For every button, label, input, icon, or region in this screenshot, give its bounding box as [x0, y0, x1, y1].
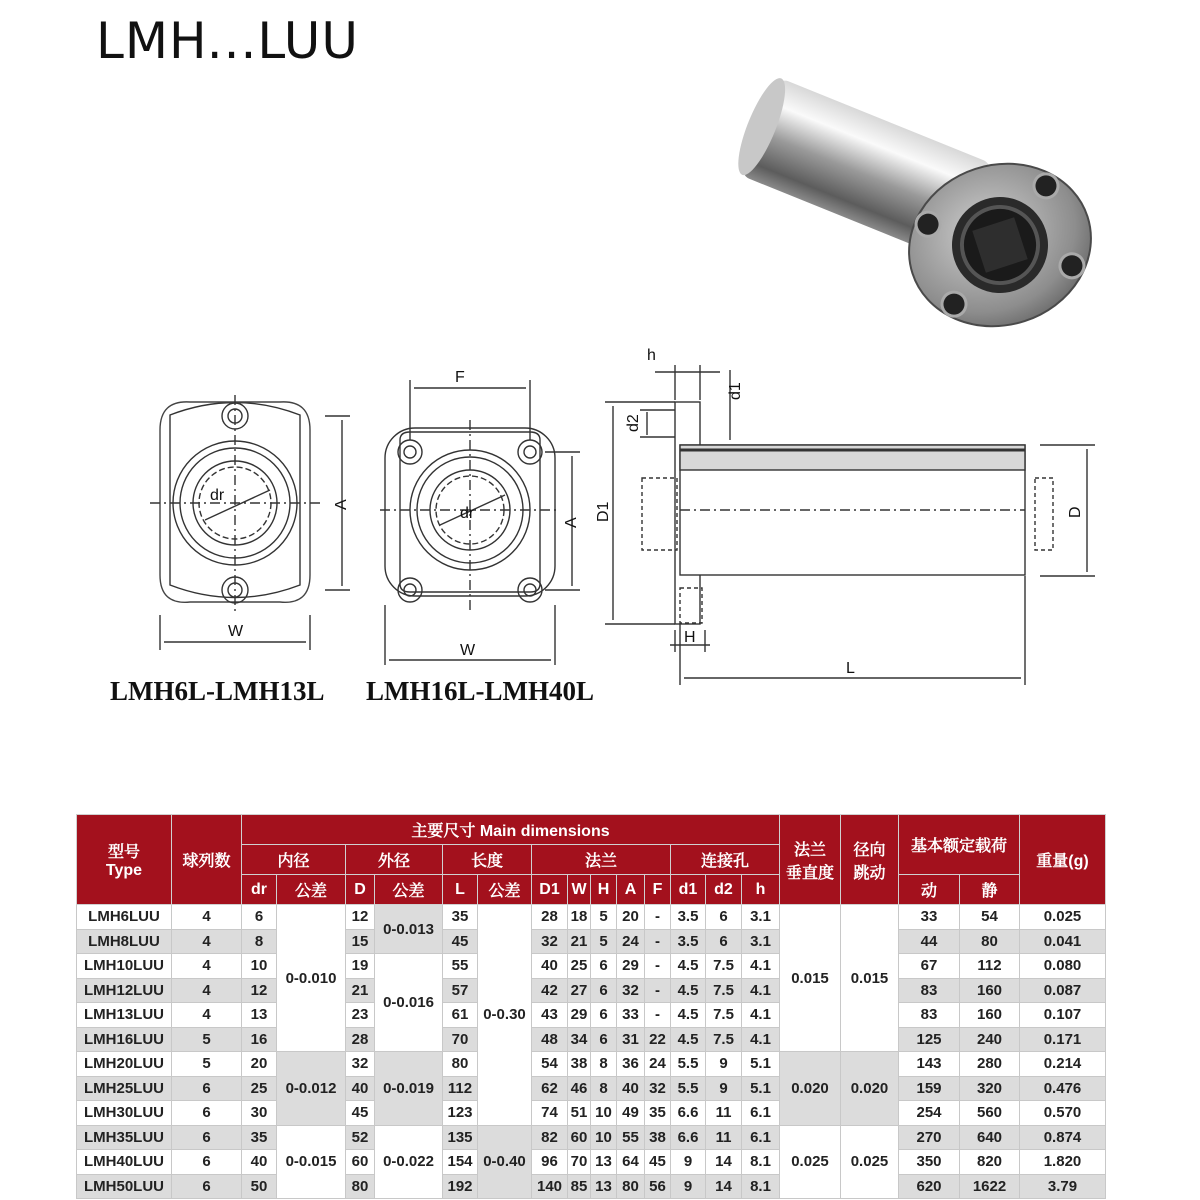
cell-D: 28	[346, 1027, 375, 1052]
cell-H: 5	[591, 929, 617, 954]
cell-D: 19	[346, 954, 375, 979]
label-D1: D1	[595, 501, 612, 522]
cell-A: 33	[617, 1003, 645, 1028]
table-row	[77, 978, 1106, 1003]
cell-W: 34	[568, 1027, 591, 1052]
cell-type: LMH25LUU	[77, 1076, 172, 1101]
table-row	[77, 1076, 1106, 1101]
cell-balls: 5	[172, 1052, 242, 1077]
cell-dr: 13	[242, 1003, 277, 1028]
table-row	[77, 929, 1106, 954]
cell-D: 12	[346, 905, 375, 930]
cell-balls: 4	[172, 954, 242, 979]
header-dr: dr	[242, 875, 277, 905]
cell-balls: 5	[172, 1027, 242, 1052]
cell-D: 32	[346, 1052, 375, 1077]
cell-D1: 62	[532, 1076, 568, 1101]
cell-d2: 11	[706, 1101, 742, 1126]
cell-d1: 6.6	[671, 1125, 706, 1150]
cell-d2: 6	[706, 929, 742, 954]
cell-d1: 9	[671, 1174, 706, 1199]
cell-d1: 6.6	[671, 1101, 706, 1126]
table-row	[77, 954, 1106, 979]
side-view	[605, 365, 1095, 685]
cell-type: LMH20LUU	[77, 1052, 172, 1077]
cell-L: 55	[443, 954, 478, 979]
cell-D: 80	[346, 1174, 375, 1199]
cell-dyn: 44	[899, 929, 960, 954]
cell-A: 55	[617, 1125, 645, 1150]
header-tol1: 公差	[277, 875, 346, 905]
label-h: h	[647, 347, 656, 364]
header-d1: d1	[671, 875, 706, 905]
cell-stat: 240	[960, 1027, 1020, 1052]
caption-large-range: LMH16L-LMH40L	[366, 676, 594, 706]
cell-F: 38	[645, 1125, 671, 1150]
merged-tolD-cell: 0-0.019	[375, 1052, 443, 1126]
cell-D1: 74	[532, 1101, 568, 1126]
cell-weight: 0.214	[1020, 1052, 1106, 1077]
caption-small-range: LMH6L-LMH13L	[110, 676, 325, 706]
header-L: L	[443, 875, 478, 905]
cell-W: 18	[568, 905, 591, 930]
cell-H: 13	[591, 1150, 617, 1175]
cell-stat: 280	[960, 1052, 1020, 1077]
cell-stat: 1622	[960, 1174, 1020, 1199]
cell-stat: 160	[960, 978, 1020, 1003]
header-static: 静	[960, 875, 1020, 905]
cell-dyn: 33	[899, 905, 960, 930]
label-d1: d1	[727, 382, 744, 400]
cell-stat: 640	[960, 1125, 1020, 1150]
cell-d1: 5.5	[671, 1052, 706, 1077]
cell-D1: 82	[532, 1125, 568, 1150]
cell-dyn: 143	[899, 1052, 960, 1077]
label-A-small: A	[333, 499, 350, 510]
cell-F: -	[645, 954, 671, 979]
cell-dyn: 254	[899, 1101, 960, 1126]
cell-h: 6.1	[742, 1101, 780, 1126]
header-length: 长度	[443, 845, 532, 875]
label-W-small: W	[228, 623, 244, 640]
header-D: D	[346, 875, 375, 905]
merged-run-cell: 0.015	[841, 905, 899, 1052]
label-W-large: W	[460, 642, 476, 659]
header-main-dimensions: 主要尺寸 Main dimensions	[242, 815, 780, 845]
table-row	[77, 1027, 1106, 1052]
header-holes: 连接孔	[671, 845, 780, 875]
cell-stat: 160	[960, 1003, 1020, 1028]
cell-balls: 4	[172, 929, 242, 954]
cell-d1: 3.5	[671, 929, 706, 954]
cell-F: 22	[645, 1027, 671, 1052]
cell-d1: 4.5	[671, 978, 706, 1003]
cell-H: 5	[591, 905, 617, 930]
label-d2: d2	[625, 414, 642, 432]
cell-h: 3.1	[742, 929, 780, 954]
cell-L: 57	[443, 978, 478, 1003]
header-flange-perpendicularity: 法兰 垂直度	[780, 815, 841, 905]
header-type: 型号 Type	[77, 815, 172, 905]
cell-stat: 560	[960, 1101, 1020, 1126]
cell-A: 64	[617, 1150, 645, 1175]
cell-D1: 32	[532, 929, 568, 954]
header-d2: d2	[706, 875, 742, 905]
merged-tolDr-cell: 0-0.015	[277, 1125, 346, 1199]
table-row	[77, 1125, 1106, 1150]
cell-D1: 54	[532, 1052, 568, 1077]
cell-weight: 0.874	[1020, 1125, 1106, 1150]
cell-dr: 40	[242, 1150, 277, 1175]
header-inner: 内径	[242, 845, 346, 875]
cell-F: 35	[645, 1101, 671, 1126]
cell-A: 49	[617, 1101, 645, 1126]
cell-type: LMH13LUU	[77, 1003, 172, 1028]
header-outer: 外径	[346, 845, 443, 875]
cell-stat: 320	[960, 1076, 1020, 1101]
header-weight: 重量(g)	[1020, 815, 1106, 905]
cell-W: 70	[568, 1150, 591, 1175]
cell-dyn: 125	[899, 1027, 960, 1052]
cell-D1: 40	[532, 954, 568, 979]
label-A-large: A	[563, 517, 580, 528]
cell-F: 56	[645, 1174, 671, 1199]
cell-A: 40	[617, 1076, 645, 1101]
cell-balls: 6	[172, 1174, 242, 1199]
cell-D: 23	[346, 1003, 375, 1028]
cell-stat: 112	[960, 954, 1020, 979]
cell-weight: 0.107	[1020, 1003, 1106, 1028]
cell-L: 192	[443, 1174, 478, 1199]
cell-type: LMH35LUU	[77, 1125, 172, 1150]
cell-H: 6	[591, 1003, 617, 1028]
cell-L: 123	[443, 1101, 478, 1126]
cell-L: 135	[443, 1125, 478, 1150]
cell-d1: 5.5	[671, 1076, 706, 1101]
cell-W: 21	[568, 929, 591, 954]
cell-dr: 25	[242, 1076, 277, 1101]
cell-balls: 4	[172, 978, 242, 1003]
cell-L: 35	[443, 905, 478, 930]
header-F: F	[645, 875, 671, 905]
product-photo	[720, 70, 1110, 350]
header-radial-runout: 径向 跳动	[841, 815, 899, 905]
cell-h: 4.1	[742, 954, 780, 979]
cell-H: 8	[591, 1052, 617, 1077]
cell-dr: 35	[242, 1125, 277, 1150]
table-row	[77, 1052, 1106, 1077]
cell-h: 5.1	[742, 1076, 780, 1101]
label-H: H	[684, 629, 696, 646]
cell-F: 32	[645, 1076, 671, 1101]
cell-F: -	[645, 978, 671, 1003]
merged-tolD-cell: 0-0.016	[375, 954, 443, 1052]
cell-dyn: 83	[899, 1003, 960, 1028]
cell-d1: 9	[671, 1150, 706, 1175]
cell-d2: 7.5	[706, 1027, 742, 1052]
cell-type: LMH6LUU	[77, 905, 172, 930]
technical-drawing	[110, 340, 1120, 720]
cell-W: 51	[568, 1101, 591, 1126]
cell-d2: 7.5	[706, 1003, 742, 1028]
cell-type: LMH8LUU	[77, 929, 172, 954]
cell-F: -	[645, 929, 671, 954]
cell-h: 4.1	[742, 1027, 780, 1052]
merged-tolDr-cell: 0-0.012	[277, 1052, 346, 1126]
cell-weight: 0.025	[1020, 905, 1106, 930]
merged-tolL-cell: 0-0.30	[478, 905, 532, 1126]
cell-L: 80	[443, 1052, 478, 1077]
cell-H: 10	[591, 1125, 617, 1150]
cell-dr: 30	[242, 1101, 277, 1126]
cell-h: 3.1	[742, 905, 780, 930]
cell-H: 6	[591, 978, 617, 1003]
header-dynamic: 动	[899, 875, 960, 905]
cell-W: 25	[568, 954, 591, 979]
cell-dr: 12	[242, 978, 277, 1003]
cell-type: LMH40LUU	[77, 1150, 172, 1175]
cell-d1: 4.5	[671, 954, 706, 979]
cell-H: 10	[591, 1101, 617, 1126]
front-view-large	[380, 380, 580, 665]
cell-L: 112	[443, 1076, 478, 1101]
cell-D: 52	[346, 1125, 375, 1150]
merged-tolD-cell: 0-0.022	[375, 1125, 443, 1199]
cell-weight: 0.041	[1020, 929, 1106, 954]
header-W: W	[568, 875, 591, 905]
header-load-rating: 基本额定载荷	[899, 815, 1020, 875]
header-tol3: 公差	[478, 875, 532, 905]
cell-d2: 9	[706, 1052, 742, 1077]
spec-table	[76, 814, 1106, 1199]
cell-D: 40	[346, 1076, 375, 1101]
label-L: L	[846, 660, 855, 677]
cell-H: 6	[591, 954, 617, 979]
cell-weight: 0.171	[1020, 1027, 1106, 1052]
cell-d1: 4.5	[671, 1003, 706, 1028]
header-flange: 法兰	[532, 845, 671, 875]
cell-d1: 3.5	[671, 905, 706, 930]
cell-stat: 54	[960, 905, 1020, 930]
cell-W: 85	[568, 1174, 591, 1199]
cell-h: 4.1	[742, 1003, 780, 1028]
cell-type: LMH12LUU	[77, 978, 172, 1003]
cell-D: 60	[346, 1150, 375, 1175]
cell-weight: 0.570	[1020, 1101, 1106, 1126]
cell-balls: 6	[172, 1101, 242, 1126]
cell-W: 27	[568, 978, 591, 1003]
table-row	[77, 1101, 1106, 1126]
cell-d2: 7.5	[706, 954, 742, 979]
cell-D1: 43	[532, 1003, 568, 1028]
cell-balls: 4	[172, 905, 242, 930]
cell-h: 4.1	[742, 978, 780, 1003]
cell-stat: 820	[960, 1150, 1020, 1175]
table-row	[77, 905, 1106, 930]
header-h: h	[742, 875, 780, 905]
merged-tolD-cell: 0-0.013	[375, 905, 443, 954]
cell-dr: 20	[242, 1052, 277, 1077]
cell-W: 60	[568, 1125, 591, 1150]
cell-d2: 14	[706, 1150, 742, 1175]
cell-balls: 6	[172, 1076, 242, 1101]
cell-d2: 7.5	[706, 978, 742, 1003]
cell-balls: 6	[172, 1150, 242, 1175]
label-dr-small: dr	[210, 487, 225, 504]
cell-d2: 14	[706, 1174, 742, 1199]
cell-D: 15	[346, 929, 375, 954]
cell-weight: 1.820	[1020, 1150, 1106, 1175]
table-row	[77, 1150, 1106, 1175]
cell-F: 45	[645, 1150, 671, 1175]
cell-d2: 11	[706, 1125, 742, 1150]
merged-run-cell: 0.025	[841, 1125, 899, 1199]
cell-dyn: 83	[899, 978, 960, 1003]
cell-dyn: 159	[899, 1076, 960, 1101]
cell-A: 31	[617, 1027, 645, 1052]
cell-L: 45	[443, 929, 478, 954]
label-F: F	[455, 369, 465, 386]
cell-dr: 10	[242, 954, 277, 979]
label-D: D	[1067, 506, 1084, 518]
header-A: A	[617, 875, 645, 905]
cell-A: 20	[617, 905, 645, 930]
cell-d2: 6	[706, 905, 742, 930]
merged-perp-cell: 0.020	[780, 1052, 841, 1126]
cell-D: 45	[346, 1101, 375, 1126]
cell-dr: 16	[242, 1027, 277, 1052]
cell-D1: 48	[532, 1027, 568, 1052]
cell-F: -	[645, 905, 671, 930]
cell-L: 61	[443, 1003, 478, 1028]
table-row	[77, 1174, 1106, 1199]
cell-weight: 0.476	[1020, 1076, 1106, 1101]
cell-L: 154	[443, 1150, 478, 1175]
cell-d1: 4.5	[671, 1027, 706, 1052]
front-view-small	[150, 395, 350, 650]
cell-H: 8	[591, 1076, 617, 1101]
cell-weight: 0.080	[1020, 954, 1106, 979]
cell-d2: 9	[706, 1076, 742, 1101]
cell-D1: 140	[532, 1174, 568, 1199]
cell-type: LMH16LUU	[77, 1027, 172, 1052]
cell-H: 6	[591, 1027, 617, 1052]
label-dr-large: dr	[460, 505, 475, 522]
merged-tolL-cell: 0-0.40	[478, 1125, 532, 1199]
cell-D1: 96	[532, 1150, 568, 1175]
header-H: H	[591, 875, 617, 905]
cell-h: 8.1	[742, 1150, 780, 1175]
cell-dyn: 270	[899, 1125, 960, 1150]
cell-L: 70	[443, 1027, 478, 1052]
cell-dr: 6	[242, 905, 277, 930]
merged-perp-cell: 0.015	[780, 905, 841, 1052]
cell-F: 24	[645, 1052, 671, 1077]
merged-tolDr-cell: 0-0.010	[277, 905, 346, 1052]
cell-D1: 42	[532, 978, 568, 1003]
header-D1: D1	[532, 875, 568, 905]
cell-type: LMH10LUU	[77, 954, 172, 979]
merged-perp-cell: 0.025	[780, 1125, 841, 1199]
cell-A: 24	[617, 929, 645, 954]
cell-H: 13	[591, 1174, 617, 1199]
cell-W: 29	[568, 1003, 591, 1028]
cell-h: 5.1	[742, 1052, 780, 1077]
cell-balls: 4	[172, 1003, 242, 1028]
cell-A: 32	[617, 978, 645, 1003]
cell-A: 80	[617, 1174, 645, 1199]
cell-D: 21	[346, 978, 375, 1003]
cell-type: LMH50LUU	[77, 1174, 172, 1199]
cell-A: 36	[617, 1052, 645, 1077]
cell-weight: 0.087	[1020, 978, 1106, 1003]
cell-dyn: 620	[899, 1174, 960, 1199]
cell-weight: 3.79	[1020, 1174, 1106, 1199]
cell-D1: 28	[532, 905, 568, 930]
merged-run-cell: 0.020	[841, 1052, 899, 1126]
cell-dyn: 67	[899, 954, 960, 979]
cell-W: 38	[568, 1052, 591, 1077]
cell-W: 46	[568, 1076, 591, 1101]
cell-type: LMH30LUU	[77, 1101, 172, 1126]
cell-h: 6.1	[742, 1125, 780, 1150]
cell-balls: 6	[172, 1125, 242, 1150]
cell-h: 8.1	[742, 1174, 780, 1199]
cell-stat: 80	[960, 929, 1020, 954]
cell-F: -	[645, 1003, 671, 1028]
header-balls: 球列数	[172, 815, 242, 905]
cell-A: 29	[617, 954, 645, 979]
page-title: LMH...LUU	[96, 12, 359, 70]
cell-dr: 8	[242, 929, 277, 954]
header-tol2: 公差	[375, 875, 443, 905]
cell-dyn: 350	[899, 1150, 960, 1175]
cell-dr: 50	[242, 1174, 277, 1199]
table-row	[77, 1003, 1106, 1028]
